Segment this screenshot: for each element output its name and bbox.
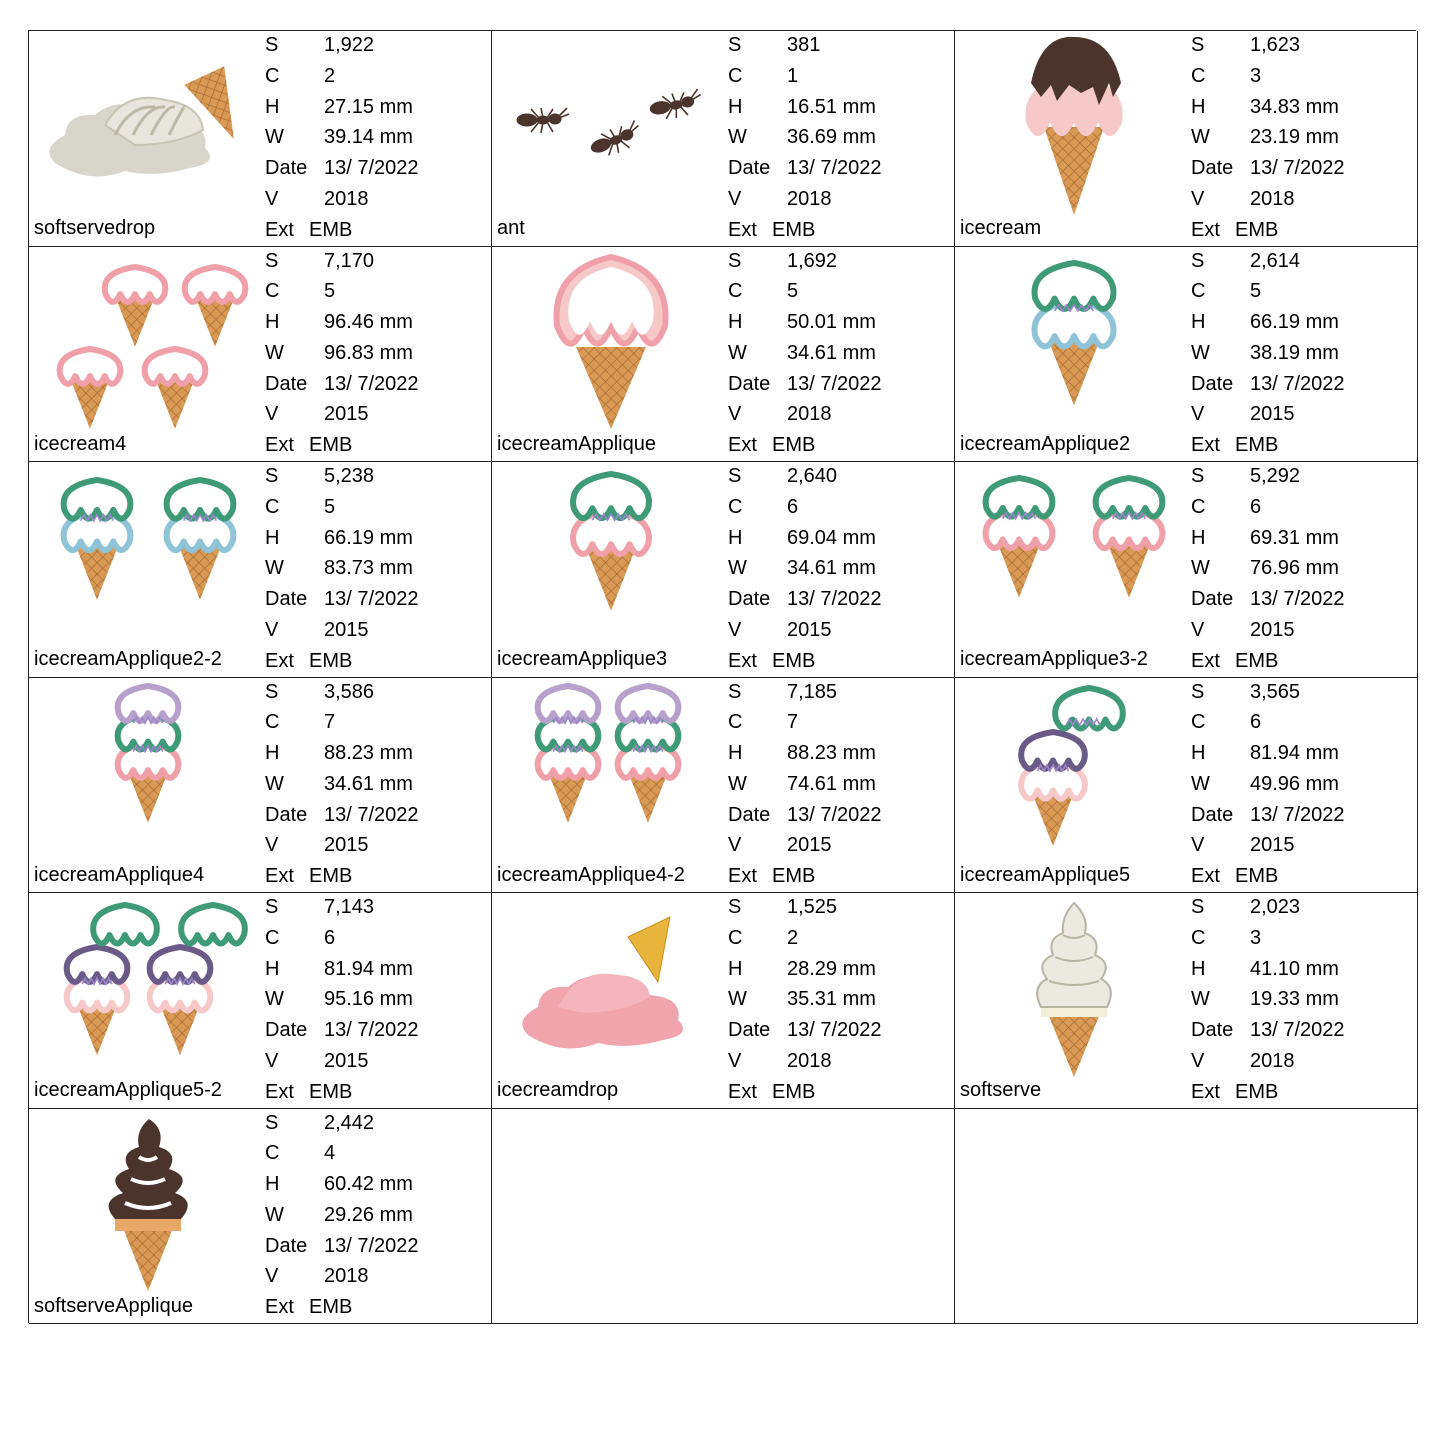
property-label-h: H [1191,95,1206,118]
property-value-ext: EMB [309,649,353,672]
property-value-ext: EMB [772,434,816,457]
property-label-s: S [728,896,742,918]
property-label-v: V [728,403,742,426]
property-label-w: W [265,1203,284,1226]
property-value-w: 39.14 mm [324,126,413,149]
property-label-s: S [265,34,279,56]
property-value-v: 2018 [324,1265,369,1288]
property-label-date: Date [728,803,771,826]
property-value-v: 2018 [787,187,832,210]
design-cell[interactable] [29,893,492,1109]
property-value-v: 2018 [1250,187,1295,210]
property-value-s: 5,238 [324,465,375,487]
property-label-c: C [728,711,743,734]
property-label-ext: Ext [728,1080,757,1103]
property-label-v: V [265,1049,279,1072]
property-label-date: Date [1191,157,1234,180]
property-label-c: C [1191,711,1206,734]
design-cell[interactable] [29,1109,492,1325]
applique4-embroidery-image [35,682,261,862]
property-label-c: C [1191,280,1206,303]
property-label-h: H [1191,526,1206,549]
ant-embroidery-image [498,35,724,215]
property-value-ext: EMB [309,434,353,457]
design-cell[interactable] [955,31,1418,247]
property-label-v: V [728,834,742,857]
design-cell[interactable] [29,462,492,678]
property-label-s: S [265,465,279,487]
property-label-s: S [728,34,742,56]
applique3x2-embroidery-image [961,466,1187,646]
property-label-v: V [265,834,279,857]
design-cell[interactable] [955,678,1418,894]
property-value-s: 381 [787,34,821,56]
property-label-c: C [265,64,280,87]
property-label-ext: Ext [265,434,294,457]
property-label-h: H [1191,957,1206,980]
property-value-s: 1,525 [787,896,838,918]
design-catalog-grid [28,30,1416,1323]
property-label-s: S [728,465,742,487]
design-filename: softserve [960,1079,1042,1101]
applique2-embroidery-image [961,251,1187,431]
property-value-h: 28.29 mm [787,957,876,980]
property-value-ext: EMB [1235,434,1279,457]
property-label-ext: Ext [728,218,757,241]
property-value-h: 27.15 mm [324,95,413,118]
property-value-date: 13/ 7/2022 [1250,157,1345,180]
design-filename: icecreamApplique3-2 [960,648,1148,670]
property-label-w: W [1191,341,1210,364]
property-value-date: 13/ 7/2022 [787,588,882,611]
property-value-w: 74.61 mm [787,772,876,795]
property-label-date: Date [265,1019,308,1042]
property-label-v: V [1191,618,1205,641]
property-value-v: 2015 [787,618,832,641]
property-label-w: W [728,772,747,795]
property-value-ext: EMB [309,1080,353,1103]
property-label-h: H [728,957,743,980]
property-value-c: 3 [1250,64,1262,87]
softserve-embroidery-image [961,897,1187,1077]
property-label-ext: Ext [265,1296,294,1319]
applique3-embroidery-image [498,466,724,646]
property-label-v: V [1191,1049,1205,1072]
property-label-h: H [728,95,743,118]
design-cell[interactable] [955,247,1418,463]
design-filename: icecream4 [34,432,127,455]
property-label-c: C [728,280,743,303]
property-label-c: C [265,280,280,303]
property-value-h: 66.19 mm [1250,311,1339,334]
property-label-c: C [265,1142,280,1165]
property-value-s: 1,623 [1250,34,1301,56]
property-value-ext: EMB [772,1080,816,1103]
property-label-s: S [265,1111,279,1134]
property-label-c: C [1191,495,1206,518]
property-value-c: 6 [1250,495,1262,518]
property-value-h: 66.19 mm [324,526,413,549]
property-value-ext: EMB [772,865,816,888]
property-label-date: Date [728,372,771,395]
property-label-w: W [728,126,747,149]
property-label-date: Date [728,588,771,611]
property-value-s: 2,023 [1250,896,1301,918]
property-value-h: 81.94 mm [1250,742,1339,765]
property-value-h: 88.23 mm [324,742,413,765]
property-value-date: 13/ 7/2022 [324,803,419,826]
design-cell[interactable] [29,31,492,247]
property-value-date: 13/ 7/2022 [787,157,882,180]
property-value-w: 23.19 mm [1250,126,1339,149]
property-label-v: V [1191,187,1205,210]
property-value-date: 13/ 7/2022 [1250,588,1345,611]
applique1-embroidery-image [498,251,724,431]
property-label-w: W [265,988,284,1011]
property-value-date: 13/ 7/2022 [324,588,419,611]
property-label-w: W [265,772,284,795]
property-value-ext: EMB [309,218,353,241]
property-value-c: 2 [787,926,799,949]
property-value-h: 50.01 mm [787,311,876,334]
property-value-date: 13/ 7/2022 [1250,372,1345,395]
property-value-ext: EMB [309,865,353,888]
property-value-s: 7,170 [324,249,375,272]
property-label-ext: Ext [1191,218,1220,241]
property-label-c: C [265,495,280,518]
property-label-s: S [265,249,279,272]
property-value-h: 34.83 mm [1250,95,1339,118]
property-value-date: 13/ 7/2022 [324,1234,419,1257]
property-value-c: 6 [324,926,336,949]
property-value-v: 2018 [324,187,369,210]
property-label-w: W [1191,988,1210,1011]
property-value-c: 6 [787,495,799,518]
property-label-h: H [265,526,280,549]
property-value-c: 2 [324,64,336,87]
property-value-v: 2015 [324,403,369,426]
property-value-c: 5 [324,495,336,518]
property-value-s: 2,640 [787,465,838,487]
design-cell[interactable] [955,462,1418,678]
property-label-v: V [265,403,279,426]
property-label-s: S [265,680,279,703]
design-filename: icecreamApplique2 [960,432,1131,455]
property-value-h: 69.31 mm [1250,526,1339,549]
property-label-v: V [728,1049,742,1072]
property-label-v: V [728,618,742,641]
property-value-v: 2015 [787,834,832,857]
property-value-s: 7,185 [787,680,838,703]
property-value-c: 5 [324,280,336,303]
property-value-v: 2018 [787,1049,832,1072]
property-label-date: Date [1191,803,1234,826]
property-label-s: S [728,680,742,703]
property-label-w: W [1191,126,1210,149]
property-label-ext: Ext [1191,1080,1220,1103]
design-cell[interactable] [492,893,955,1109]
property-label-c: C [728,64,743,87]
property-label-s: S [265,896,279,918]
design-cell[interactable] [492,462,955,678]
property-value-ext: EMB [1235,218,1279,241]
property-value-ext: EMB [1235,649,1279,672]
property-value-date: 13/ 7/2022 [787,803,882,826]
property-label-s: S [1191,680,1205,703]
property-label-h: H [265,1173,280,1196]
property-label-w: W [728,557,747,580]
property-label-v: V [265,187,279,210]
property-label-ext: Ext [728,434,757,457]
property-value-h: 96.46 mm [324,311,413,334]
property-value-w: 96.83 mm [324,341,413,364]
property-label-h: H [1191,742,1206,765]
property-label-v: V [1191,834,1205,857]
property-value-w: 38.19 mm [1250,341,1339,364]
empty-cell [492,1109,955,1325]
design-filename: softserveApplique [34,1294,193,1317]
property-label-c: C [1191,926,1206,949]
property-value-v: 2015 [324,1049,369,1072]
property-value-date: 13/ 7/2022 [787,372,882,395]
design-filename: ant [497,217,525,239]
property-label-ext: Ext [265,649,294,672]
property-label-h: H [265,311,280,334]
icecream-embroidery-image [961,35,1187,215]
property-value-h: 69.04 mm [787,526,876,549]
property-value-c: 5 [787,280,799,303]
property-value-v: 2015 [1250,618,1295,641]
property-label-w: W [728,988,747,1011]
property-label-h: H [265,95,280,118]
property-value-ext: EMB [772,649,816,672]
property-label-w: W [728,341,747,364]
design-filename: icecreamApplique [497,432,656,455]
property-label-s: S [1191,34,1205,56]
property-value-c: 5 [1250,280,1262,303]
property-label-date: Date [1191,588,1234,611]
property-value-ext: EMB [309,1296,353,1319]
property-value-w: 34.61 mm [324,772,413,795]
property-label-c: C [1191,64,1206,87]
design-filename: icecreamdrop [497,1079,619,1101]
empty-cell [955,1109,1418,1325]
softservedrop-embroidery-image [35,35,261,215]
property-value-v: 2015 [324,834,369,857]
property-value-c: 1 [787,64,799,87]
property-label-w: W [1191,557,1210,580]
property-label-c: C [728,495,743,518]
property-value-s: 1,922 [324,34,375,56]
design-filename: icecreamApplique3 [497,648,668,670]
property-value-v: 2015 [1250,403,1295,426]
property-label-w: W [1191,772,1210,795]
property-value-date: 13/ 7/2022 [1250,1019,1345,1042]
property-value-h: 60.42 mm [324,1173,413,1196]
property-label-s: S [1191,896,1205,918]
property-label-date: Date [265,588,308,611]
property-label-h: H [728,742,743,765]
property-value-c: 7 [324,711,336,734]
design-filename: icecreamApplique4-2 [497,863,685,886]
property-label-v: V [265,618,279,641]
property-label-h: H [728,311,743,334]
property-label-date: Date [728,1019,771,1042]
property-label-date: Date [265,803,308,826]
property-value-s: 1,692 [787,249,838,272]
property-value-v: 2015 [324,618,369,641]
property-value-w: 83.73 mm [324,557,413,580]
applique4x2-embroidery-image [498,682,724,862]
property-label-c: C [265,711,280,734]
design-cell[interactable] [492,31,955,247]
property-label-date: Date [1191,1019,1234,1042]
property-value-v: 2015 [1250,834,1295,857]
property-label-ext: Ext [728,649,757,672]
property-label-s: S [1191,465,1205,487]
design-filename: icecream [960,217,1042,239]
property-value-s: 3,565 [1250,680,1301,703]
property-label-h: H [728,526,743,549]
design-filename: icecreamApplique5-2 [34,1079,222,1101]
property-label-date: Date [728,157,771,180]
property-label-w: W [265,557,284,580]
property-label-ext: Ext [728,865,757,888]
property-value-s: 2,442 [324,1111,375,1134]
design-cell[interactable] [955,893,1418,1109]
property-label-ext: Ext [265,1080,294,1103]
property-label-c: C [728,926,743,949]
property-value-v: 2018 [787,403,832,426]
property-value-s: 5,292 [1250,465,1301,487]
property-label-h: H [265,742,280,765]
property-label-ext: Ext [1191,434,1220,457]
property-value-w: 36.69 mm [787,126,876,149]
property-value-s: 3,586 [324,680,375,703]
property-label-c: C [265,926,280,949]
property-value-date: 13/ 7/2022 [324,372,419,395]
design-cell[interactable] [492,247,955,463]
property-value-w: 29.26 mm [324,1203,413,1226]
property-value-s: 2,614 [1250,249,1301,272]
property-label-s: S [1191,249,1205,272]
property-label-v: V [265,1265,279,1288]
property-value-h: 81.94 mm [324,957,413,980]
icecream4-embroidery-image [35,251,261,431]
property-value-v: 2018 [1250,1049,1295,1072]
property-value-w: 34.61 mm [787,557,876,580]
design-filename: softservedrop [34,217,156,239]
property-value-date: 13/ 7/2022 [324,1019,419,1042]
property-label-ext: Ext [1191,649,1220,672]
property-value-ext: EMB [1235,865,1279,888]
property-value-s: 7,143 [324,896,375,918]
property-value-c: 6 [1250,711,1262,734]
property-value-h: 41.10 mm [1250,957,1339,980]
property-value-c: 4 [324,1142,336,1165]
design-filename: icecreamApplique5 [960,863,1131,886]
design-cell[interactable] [29,678,492,894]
property-label-date: Date [265,1234,308,1257]
property-label-v: V [1191,403,1205,426]
property-label-ext: Ext [1191,865,1220,888]
property-label-w: W [265,341,284,364]
property-label-v: V [728,187,742,210]
design-filename: icecreamApplique4 [34,863,205,886]
applique5-embroidery-image [961,682,1187,862]
property-label-s: S [728,249,742,272]
property-label-date: Date [265,157,308,180]
design-cell[interactable] [29,247,492,463]
applique2x2-embroidery-image [35,466,261,646]
property-value-w: 35.31 mm [787,988,876,1011]
property-value-w: 19.33 mm [1250,988,1339,1011]
property-value-w: 76.96 mm [1250,557,1339,580]
property-value-h: 88.23 mm [787,742,876,765]
design-filename: icecreamApplique2-2 [34,648,222,670]
property-value-c: 7 [787,711,799,734]
property-value-ext: EMB [1235,1080,1279,1103]
applique5x2-embroidery-image [35,897,261,1077]
icecreamdrop-embroidery-image [498,897,724,1077]
property-value-h: 16.51 mm [787,95,876,118]
property-label-h: H [1191,311,1206,334]
property-label-ext: Ext [265,218,294,241]
softserveapplique-embroidery-image [35,1113,261,1293]
property-label-h: H [265,957,280,980]
property-label-ext: Ext [265,865,294,888]
property-value-c: 3 [1250,926,1262,949]
property-label-date: Date [1191,372,1234,395]
property-value-date: 13/ 7/2022 [787,1019,882,1042]
property-value-date: 13/ 7/2022 [1250,803,1345,826]
property-value-date: 13/ 7/2022 [324,157,419,180]
property-value-ext: EMB [772,218,816,241]
property-value-w: 34.61 mm [787,341,876,364]
property-value-w: 49.96 mm [1250,772,1339,795]
property-value-w: 95.16 mm [324,988,413,1011]
property-label-date: Date [265,372,308,395]
design-cell[interactable] [492,678,955,894]
property-label-w: W [265,126,284,149]
